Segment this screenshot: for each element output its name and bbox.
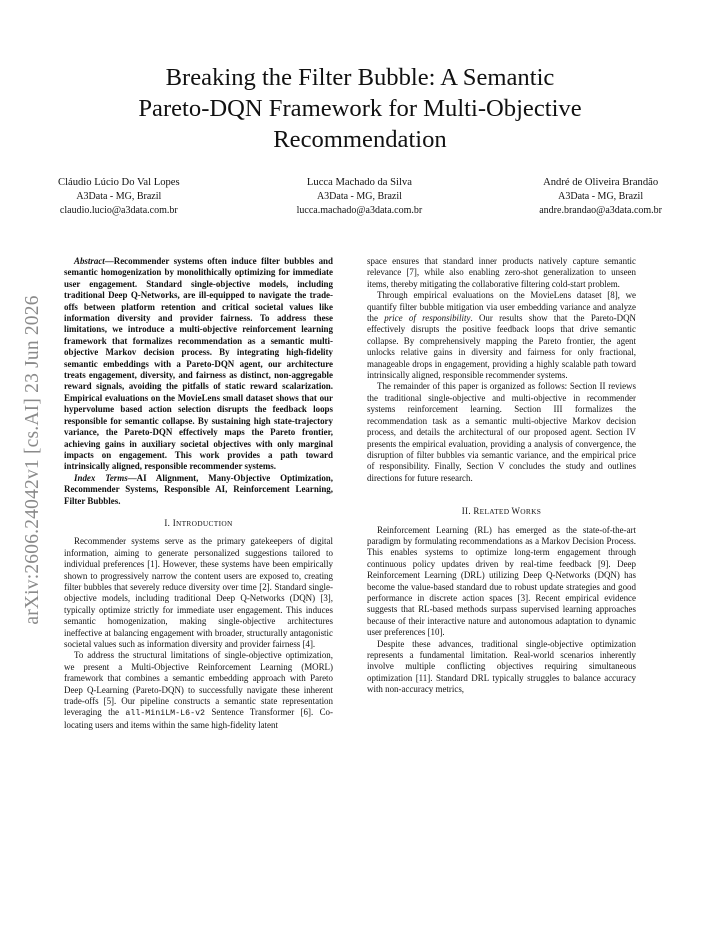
paragraph: Recommender systems serve as the primary gatekeepers of digital information, aiming to generate personalized suggestions tailored to individual preferences [1]. However, these systems have been empirically shown to progressively narrow the content users are exposed to, creating filter bubbles that severely reduce diversity over time [2]. Standard single-objective models, including traditional Deep Q-Networks (DQN) [3], typically optimize strictly for immediate user engagement. This induces semantic homogenization, making single-objective architectures ineffective at balancing engagement with broader, structurally antagonistic societal values such as information diversity and provider fairness [4]. <box>64 536 333 649</box>
section-heading: II. RELATED WORKS <box>461 506 542 517</box>
author-block <box>58 176 180 218</box>
author-affiliation: A3Data - MG, Brazil <box>558 191 644 202</box>
paragraph: Despite these advances, traditional single-objective optimization represents a fundamental limitation. Real-world scenarios inherently involve multiple conflicting objectives requiring simultaneous optimization [11]. Standard DRL typically struggles to balance accuracy with non-accuracy metrics, <box>367 638 636 695</box>
author-email: lucca.machado@a3data.com.br <box>296 205 423 216</box>
author-list <box>58 176 662 218</box>
paragraph: The remainder of this paper is organized as follows: Section II reviews the traditional single-objective and multi-objective in recommender systems reinforcement learning. Section III formalizes the recommendation task as a semantic multi-objective Markov decision process, and details the architectural of our proposed agent. Section IV presents the empirical evaluation, providing a analysis of convergence, the disruption of filter bubbles via semantic variance, and the empirical price of responsibility. Finally, Section V concludes the study and outlines directions for future research. <box>367 381 636 483</box>
author-affiliation: A3Data - MG, Brazil <box>316 191 402 202</box>
paragraph-continuation: space ensures that standard inner products natively capture semantic relevance [7], while also enabling zero-shot generalization to unseen items, thereby mitigating the collaborative filtering cold-start problem. <box>367 256 636 289</box>
paragraph: To address the structural limitations of single-objective optimization, we present a Multi-Objective Reinforcement Learning (MORL) framework that combines a semantic embedding approach with Pareto Deep Q-Learning (Pareto-DQN) to successfully navigate these inherent trade-offs [5]. Our pipeline constructs a semantic state representation leveraging the all-MiniLM-L6-v2 Sentence Transformer [6]. Co-locating users and items within the same high-fidelity latent <box>64 650 334 730</box>
author-name: André de Oliveira Brandão <box>543 177 659 188</box>
abstract: Abstract—Recommender systems often induce filter bubbles and semantic homogenization by monolithically optimizing for immediate user engagement. Standard single-objective models, including traditional Deep Q-Networks, are ill-equipped to navigate the trade-offs between platform retention and critical societal values like information diversity and provider fairness. To address these limitations, we introduce a multi-objective reinforcement learning framework that formalizes recommendation as a semantic multi-objective Markov decision process. By integrating high-fidelity semantic embeddings with a Pareto-DQN agent, our architecture treats engagement, diversity, and fairness as distinct, non-aggregable reward signals, avoiding the pitfalls of static reward scalarization. Empirical evaluations on the MovieLens small dataset shows that our hypervolume based action selection disrupts the feedback loops responsible for semantic collapse. By sustaining high state-trajectory variance, the Pareto-DQN effectively maps the Pareto frontier, achieving gains in auxiliary societal objectives with only marginal impacts on engagement. This work provides a path toward intrinsically aligned, responsible recommender systems. Index Terms—AI Alignment, Many-Objective Optimization, Recommender Systems, Responsible AI, Reinforcement Learning, Filter Bubbles. <box>64 256 333 506</box>
inline-code: all-MiniLM-L6-v2 <box>125 709 206 719</box>
section-heading: I. INTRODUCTION <box>164 517 233 528</box>
index-terms: Index Terms—AI Alignment, Many-Objective Optimization, Recommender Systems, Responsible AI, Reinforcement Learning, Filter Bubbles. <box>64 472 333 506</box>
author-block <box>539 176 662 218</box>
author-block <box>297 176 423 218</box>
author-affiliation: A3Data - MG, Brazil <box>76 191 162 202</box>
abstract-label: Abstract <box>74 256 105 266</box>
right-column <box>367 256 636 696</box>
paragraph: Through empirical evaluations on the MovieLens dataset [8], we quantify filter bubble mitigation via user embedding variance and analyze the price of responsibility. Our results show that the Pareto-DQN effectively disrupts the positive feedback loops that drive semantic collapse. By comprehensively mapping the Pareto frontier, the agent unlocks relative gains in diversity and fairness for only fractional, manageable drops in engagement, providing a highly scalable path toward intrinsically aligned, responsible recommender systems. <box>367 290 636 381</box>
paragraph: Reinforcement Learning (RL) has emerged as the state-of-the-art paradigm by formulating recommendations as a Markov Decision Process. This enables systems to optimize long-term engagement through continuous policy updates driven by real-time feedback [9]. Deep Reinforcement Learning (DRL) utilizing Deep Q-Networks (DQN) has become the value-based standard due to robust update strategies and good performance in discrete action spaces [3]. Recent empirical evidence suggests that RL-based methods surpass supervised learning approaches because of their interactive nature and autonomous adaptation to dynamic user preferences [10]. <box>367 524 636 638</box>
arxiv-identifier: arXiv:2606.24042v1 [cs.AI] 23 Jun 2026 <box>22 295 43 625</box>
emphasis: price of responsibility <box>384 313 471 324</box>
title-line: Breaking the Filter Bubble: A Semantic <box>165 64 555 91</box>
abstract-text: Recommender systems often induce filter bubbles and semantic homogenization by monolithically optimizing for immediate user engagement. Standard single-objective models, including traditional Deep Q-Networks, are ill-equipped to navigate the trade-offs between platform retention and critical societal values like information diversity and provider fairness. To address these limitations, we introduce a multi-objective reinforcement learning framework that formalizes recommendation as a semantic multi-objective Markov decision process. By integrating high-fidelity semantic embeddings with a Pareto-DQN agent, our architecture treats engagement, diversity, and fairness as distinct, non-aggregable reward signals, avoiding the pitfalls of static reward scalarization. Empirical evaluations on the MovieLens small dataset shows that our hypervolume based action selection disrupts the feedback loops responsible for semantic collapse. By sustaining high state-trajectory variance, the Pareto-DQN effectively maps the Pareto frontier, achieving gains in auxiliary societal objectives with only marginal impacts on engagement. This work provides a path toward intrinsically aligned, responsible recommender systems. <box>64 256 333 472</box>
author-email: andre.brandao@a3data.com.br <box>539 205 662 216</box>
title-line: Pareto-DQN Framework for Multi-Objective <box>138 95 582 122</box>
author-name: Lucca Machado da Silva <box>306 177 412 188</box>
author-name: Cláudio Lúcio Do Val Lopes <box>58 177 180 188</box>
left-column <box>64 256 333 731</box>
author-email: claudio.lucio@a3data.com.br <box>59 205 178 216</box>
paper-title <box>60 62 660 155</box>
title-line: Recommendation <box>273 126 447 153</box>
